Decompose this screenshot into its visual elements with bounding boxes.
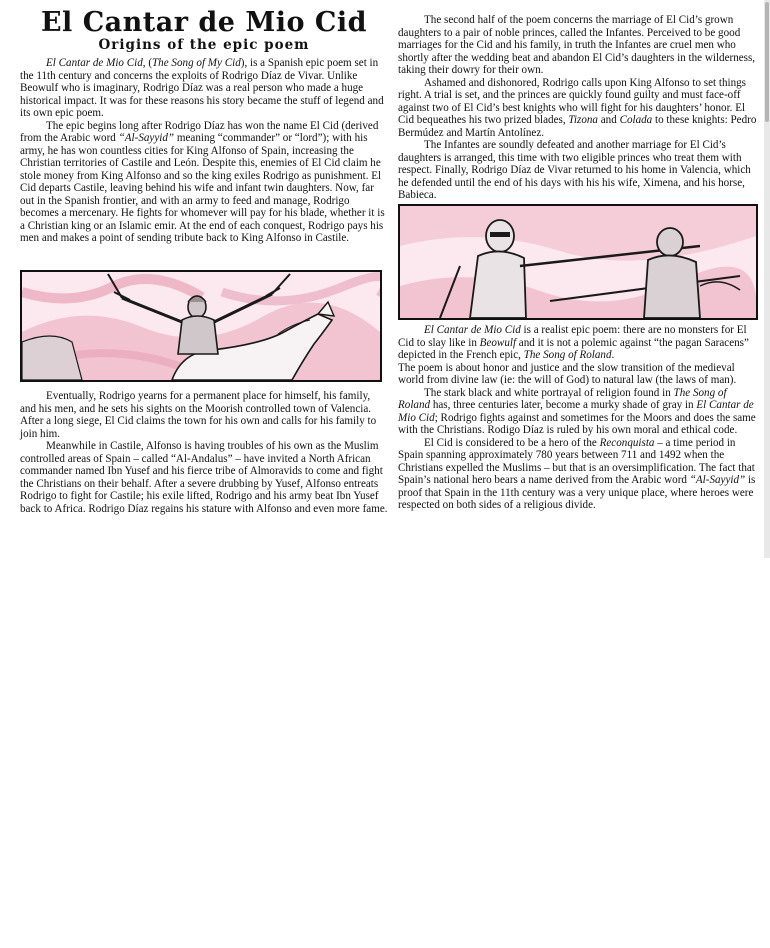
cid-horseback-illustration xyxy=(20,270,382,382)
scrollbar-thumb[interactable] xyxy=(765,2,769,122)
right-paragraph-6: El Cid is considered to be a hero of the Reconquista – a time period in Spain spanning approximately 780 years between 711 and 1492 when the Christians expelled the Muslims – but that is an oversimplification. The fact that Spain’s national hero bears a name derived from the Arabic word “Al-Sayyid” is proof that Spain in the 11th century was a very unique place, where heroes were respected on both sides of a religious divide. xyxy=(398,436,756,511)
knights-duel-drawing xyxy=(400,206,756,318)
right-paragraph-3: The Infantes are soundly defeated and another marriage for El Cid’s daughters is arranged, this time with two eligible princes who treat them with respect. Finally, Rodrigo Díaz de Vivar returned to his home in Valencia, which he defended until the end of his days with his his wife, Ximena, and his horse, Babieca. xyxy=(398,139,751,201)
right-paragraph-1: The second half of the poem concerns the marriage of El Cid’s grown daughters to a pair of noble princes, called the Infantes. Perceived to be good marriages for the Cid and his family, in truth the Infantes are cruel men who shortly after the wedding beat and abandon El Cid’s daughters in the wilderness, taking their dowry for their own. xyxy=(398,14,756,76)
left-paragraph-1: El Cantar de Mio Cid, (The Song of My Cid), is a Spanish epic poem set in the 11th century and concerns the exploits of Rodrigo Díaz de Vivar. Unlike Beowulf who is imaginary, Rodrigo Díaz was a real person who made a huge historical impact. It was for these reasons his story became the stuff of legend and its own epic poem. xyxy=(20,57,384,119)
left-paragraph-3: Eventually, Rodrigo yearns for a permanent place for himself, his family, and his men, and he sets his sights on the Moorish controlled town of Valencia. After a long siege, El Cid claims the town for his own and calls for his family to join him. xyxy=(20,390,377,440)
knights-duel-illustration xyxy=(398,204,758,320)
right-paragraph-2: Ashamed and dishonored, Rodrigo calls upon King Alfonso to set things right. A trial is set, and the princes are quickly found guilty and must face-off against two of El Cid’s best knights who will fight for his daughters’ honor. El Cid bequeathes his two prized blades, Tizona and Colada to these knights: Pedro Bermúdez and Martín Antolínez. xyxy=(398,76,757,139)
left-paragraph-2: The epic begins long after Rodrigo Díaz has won the name El Cid (derived from the Arabic word “Al-Sayyid” meaning “commander” or “lord”); with his army, he has won countless cities for King Alfonso of Spain, increasing the Christian territories of Castile and León. Despite this, enemies of El Cid claim he stole money from King Alfonso and so the king exiles Rodrigo as punishment. El Cid departs Castile, leaving behind his wife and infant twin daughters. Now, far out in the Spanish frontier, and with an army to feed and manage, Rodrigo becomes a mercenary. He fights for whomever will pay for his blade, whether it is a Christian king or an Islamic emir. At the end of each conquest, Rodrigo pays his men and makes a point of sending tribute back to King Alfonso in Castile. xyxy=(20,119,385,244)
page-title: El Cantar de Mio Cid xyxy=(40,7,368,38)
left-column-lower xyxy=(20,390,388,948)
vertical-scrollbar[interactable] xyxy=(764,0,770,558)
left-paragraph-4: Meanwhile in Castile, Alfonso is having troubles of his own as the Muslim controlled areas of Spain – called “Al-Andalus” – have invited a North African commander named Ibn Yusef and his fierce tribe of Almoravids to come and fight the Christians on their behalf. After a severe drubbing by Yusef, Alfonso entreats Rodrigo to fight for Castile; his exile lifted, Rodrigo and his army beat Ibn Yusef back to Africa. Rodrigo Díaz regains his stature with Alfonso and even more fame. xyxy=(20,440,388,515)
right-column-lower xyxy=(398,324,758,882)
page-subtitle: Origins of the epic poem xyxy=(98,37,310,53)
cid-horseback-drawing xyxy=(22,272,380,380)
right-paragraph-4: El Cantar de Mio Cid is a realist epic poem: there are no monsters for El Cid to slay like in Beowulf and it is not a polemic against “the pagan Saracens” depicted in the French epic, The Song of Roland. xyxy=(398,324,749,361)
right-paragraph-5: The stark black and white portrayal of religion found in The Song of Roland has, three centuries later, become a murky shade of gray in El Cantar de Mio Cid; Rodrigo fights against and sometimes for the Moors and does the same with the Christians. Rodigo Díaz is ruled by his own moral and ethical code. xyxy=(398,386,756,436)
right-paragraph-4b: The poem is about honor and justice and the slow transition of the medieval world from divine law (ie: the will of God) to natural law (the laws of man). xyxy=(398,361,737,386)
